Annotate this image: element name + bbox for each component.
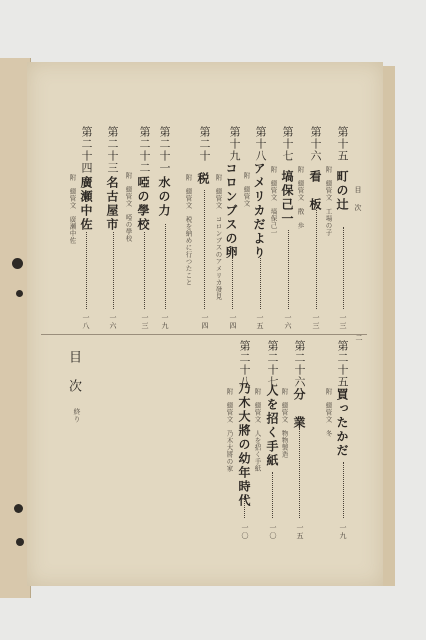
leader-dots — [288, 230, 289, 309]
binding-hole — [12, 258, 23, 269]
lesson-number: 第十九 — [228, 126, 241, 162]
lesson-appendix: 附 綴管文 乃木大將の家 — [225, 388, 234, 472]
leader-dots — [260, 258, 261, 309]
leader-dots — [86, 232, 87, 309]
lesson-number: 第二十八 — [238, 340, 251, 388]
page-ref: 一三 — [339, 314, 347, 330]
lesson-title: 人を招く手紙 — [265, 384, 279, 468]
lesson-title: 買ったかだ — [335, 388, 349, 458]
binding-hole — [16, 290, 23, 297]
lesson-number: 第二十 — [198, 126, 211, 162]
book-page — [27, 62, 383, 586]
page-ref: 一四 — [229, 314, 237, 330]
lesson-appendix: 附 綴管文 冬 — [324, 388, 333, 437]
lesson-number: 第二十七 — [266, 340, 279, 388]
page-ref: 一九 — [339, 524, 347, 540]
leader-dots — [343, 462, 344, 518]
page-ref: 一六 — [284, 314, 292, 330]
lesson-title: 町の辻 — [335, 170, 349, 212]
leader-dots — [343, 227, 344, 309]
lesson-appendix: 附 綴管文 工場の子 — [324, 166, 333, 236]
page-ref: 一三 — [141, 314, 149, 330]
end-mark-big: 目次 — [66, 350, 81, 408]
lesson-appendix: 附 綴管文 塙保己一 — [269, 166, 278, 236]
lesson-number: 第二十五 — [336, 340, 349, 388]
page-header-title: 目 次 — [354, 186, 362, 213]
lesson-appendix: 附 綴管文 廣瀬中佐 — [68, 174, 77, 244]
lesson-appendix: 附 綴管文 税を納めに行つたこと — [184, 174, 193, 286]
leader-dots — [165, 224, 166, 309]
lesson-title: 分 業 — [292, 388, 306, 430]
leader-dots — [316, 207, 317, 309]
lesson-appendix: 附 綴管文 — [242, 172, 251, 207]
lesson-appendix: 附 綴管文 啞の學校 — [124, 172, 133, 242]
page-ref: 一九 — [161, 314, 169, 330]
leader-dots — [272, 472, 273, 518]
lesson-title: アメリカだより — [252, 162, 266, 260]
lesson-title: 塙保己一 — [280, 170, 294, 226]
page-ref: 一八 — [82, 314, 90, 330]
leader-dots — [244, 496, 245, 518]
lesson-number: 第二十一 — [158, 126, 171, 174]
leader-dots — [204, 190, 205, 309]
page-ref: 一三 — [312, 314, 320, 330]
binding-hole — [14, 504, 23, 513]
lesson-title: 税 — [196, 172, 210, 186]
lesson-appendix: 附 綴管文 散 歩 — [296, 166, 305, 229]
page-ref: 一六 — [109, 314, 117, 330]
lesson-number: 第十八 — [254, 126, 267, 162]
lesson-title: 啞の學校 — [136, 176, 150, 232]
lesson-number: 第十五 — [336, 126, 349, 162]
lesson-number: 第二十六 — [293, 340, 306, 388]
lesson-appendix: 附 綴管文 人を招く手紙 — [253, 388, 262, 472]
binding-hole — [16, 538, 24, 546]
lesson-title: 乃木大將の幼年時代 — [237, 382, 251, 508]
lesson-number: 第十六 — [309, 126, 322, 162]
lesson-title: コロンブスの卵 — [224, 162, 238, 260]
leader-dots — [299, 428, 300, 518]
lesson-number: 第二十三 — [106, 126, 119, 174]
lesson-title: 看 板 — [308, 170, 322, 212]
leader-dots — [144, 232, 145, 309]
lesson-title: 水の力 — [157, 176, 171, 218]
lesson-number: 第二十四 — [80, 126, 93, 174]
lesson-number: 第二十二 — [138, 126, 151, 174]
page-number: 二 — [355, 334, 363, 343]
page-ref: 一五 — [296, 524, 304, 540]
lesson-number: 第十七 — [281, 126, 294, 162]
leader-dots — [113, 232, 114, 309]
end-mark-small: 終り — [73, 408, 81, 423]
lesson-title: 廣瀬中佐 — [79, 176, 93, 232]
page-ref: 一四 — [201, 314, 209, 330]
page-ref: 一〇 — [241, 524, 249, 540]
section-divider — [41, 334, 367, 335]
lesson-appendix: 附 綴管文 物物製造 — [280, 388, 289, 458]
leader-dots — [232, 258, 233, 309]
page-ref: 一五 — [256, 314, 264, 330]
lesson-appendix: 附 綴管文 コロンブスのアメリカ發見 — [214, 174, 223, 300]
page-ref: 一〇 — [269, 524, 277, 540]
lesson-title: 名古屋市 — [105, 176, 119, 232]
